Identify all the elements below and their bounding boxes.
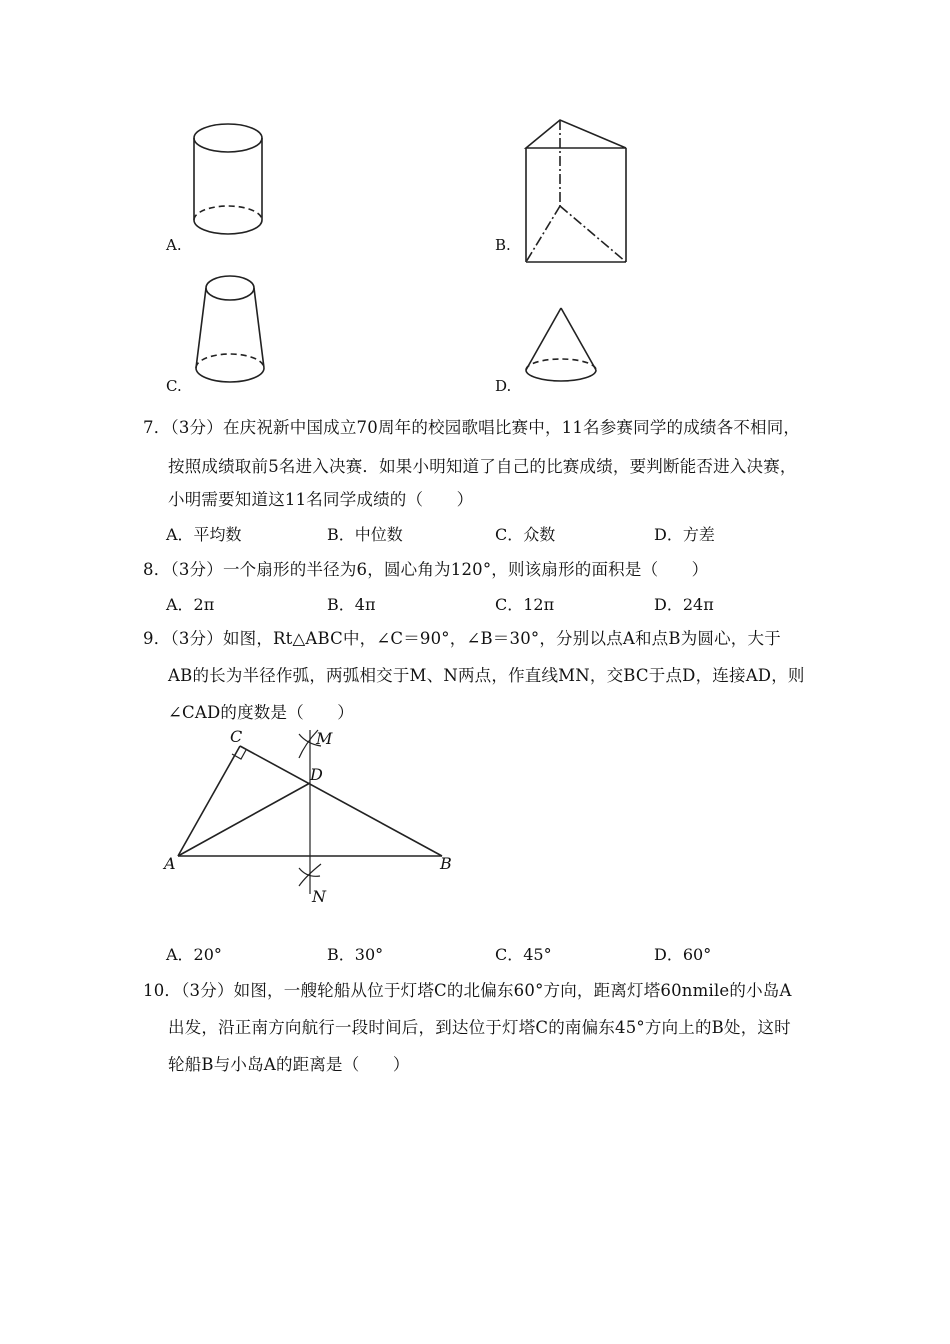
label-n: N [312,887,326,906]
q7-option-c[interactable]: C．众数 [495,525,556,544]
label-a: A [164,854,176,873]
option-d-label: D. [495,377,512,395]
q9-option-d[interactable]: D．60° [654,945,712,964]
cone-figure [522,306,602,386]
q9-option-a[interactable]: A．20° [166,945,222,964]
q10-line-2: 出发，沿正南方向航行一段时间后，到达位于灯塔C的南偏东45°方向上的B处，这时 [168,1018,791,1037]
q8-line-1: 8．（3分）一个扇形的半径为6，圆心角为120°，则该扇形的面积是（ ） [143,560,709,579]
label-b: B [440,854,452,873]
triangular-prism-figure [520,118,632,268]
q7-line-2: 按照成绩取前5名进入决赛．如果小明知道了自己的比赛成绩，要判断能否进入决赛， [168,457,797,476]
q10-line-1: 10．（3分）如图，一艘轮船从位于灯塔C的北偏东60°方向，距离灯塔60nmile的小岛A [143,981,792,1000]
frustum-figure [192,272,268,388]
q7-option-d[interactable]: D．方差 [654,525,715,544]
q7-line-1: 7．（3分）在庆祝新中国成立70周年的校园歌唱比赛中，11名参赛同学的成绩各不相同， [143,418,801,437]
cylinder-figure [190,120,270,242]
q9-option-c[interactable]: C．45° [495,945,552,964]
option-c-label: C. [166,377,182,395]
q7-option-a[interactable]: A．平均数 [166,525,242,544]
label-m: M [316,729,333,748]
q9-option-b[interactable]: B．30° [327,945,384,964]
q9-line-1: 9．（3分）如图，Rt△ABC中，∠C＝90°，∠B＝30°，分别以点A和点B为圆心，大于 [143,629,781,648]
q8-option-a[interactable]: A．2π [166,595,215,614]
q9-line-3: ∠CAD的度数是（ ） [168,703,354,722]
option-b-label: B. [495,236,511,254]
option-a-label: A. [166,236,182,254]
q8-option-c[interactable]: C．12π [495,595,555,614]
q8-option-b[interactable]: B．4π [327,595,376,614]
q7-line-3: 小明需要知道这11名同学成绩的（ ） [168,490,474,509]
q7-option-b[interactable]: B．中位数 [327,525,403,544]
q8-option-d[interactable]: D．24π [654,595,714,614]
right-triangle-bisector-figure [160,726,470,910]
q10-line-3: 轮船B与小岛A的距离是（ ） [168,1055,410,1074]
label-d: D [310,765,323,784]
label-c: C [230,727,243,746]
q9-line-2: AB的长为半径作弧，两弧相交于M、N两点，作直线MN，交BC于点D，连接AD，则 [168,666,805,685]
